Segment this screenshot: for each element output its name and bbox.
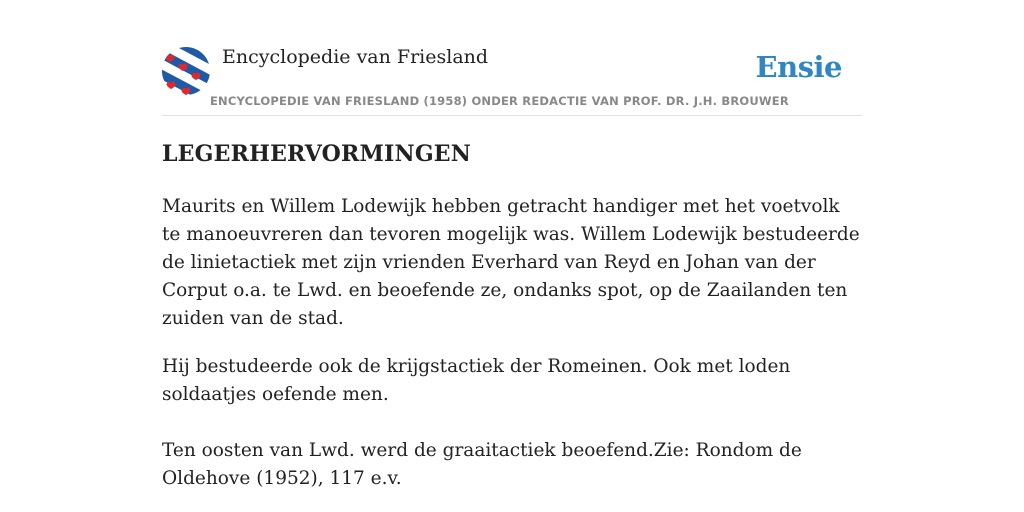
article-paragraph: Maurits en Willem Lodewijk hebben getracht handiger met het voetvolk te manoeuvreren dan tevoren mogelijk was. Willem Lodewijk bestudeerde de linietactiek met zijn vrienden Everhard van Reyd en Johan van der Corput o.a. te Lwd. en beoefende ze, ondanks spot, op de Zaailanden ten zuiden van de stad.	[162, 196, 860, 329]
frisian-flag-icon[interactable]	[162, 47, 210, 95]
article-paragraph: Ten oosten van Lwd. werd de graaitactiek beoefend.Zie: Rondom de Oldehove (1952), 117 e.v.	[162, 440, 802, 489]
article-paragraph: Hij bestudeerde ook de krijgstactiek der Romeinen. Ook met loden soldaatjes oefende men.	[162, 356, 791, 405]
site-title[interactable]: Encyclopedie van Friesland	[222, 46, 489, 68]
article-body	[162, 193, 862, 512]
ensie-logo[interactable]: Ensie	[755, 50, 842, 84]
encyclopedia-subtitle: ENCYCLOPEDIE VAN FRIESLAND (1958) ONDER REDACTIE VAN PROF. DR. J.H. BROUWER	[210, 94, 789, 108]
entry-title: LEGERHERVORMINGEN	[162, 141, 472, 167]
header-divider	[162, 115, 862, 116]
site-header	[162, 46, 862, 116]
